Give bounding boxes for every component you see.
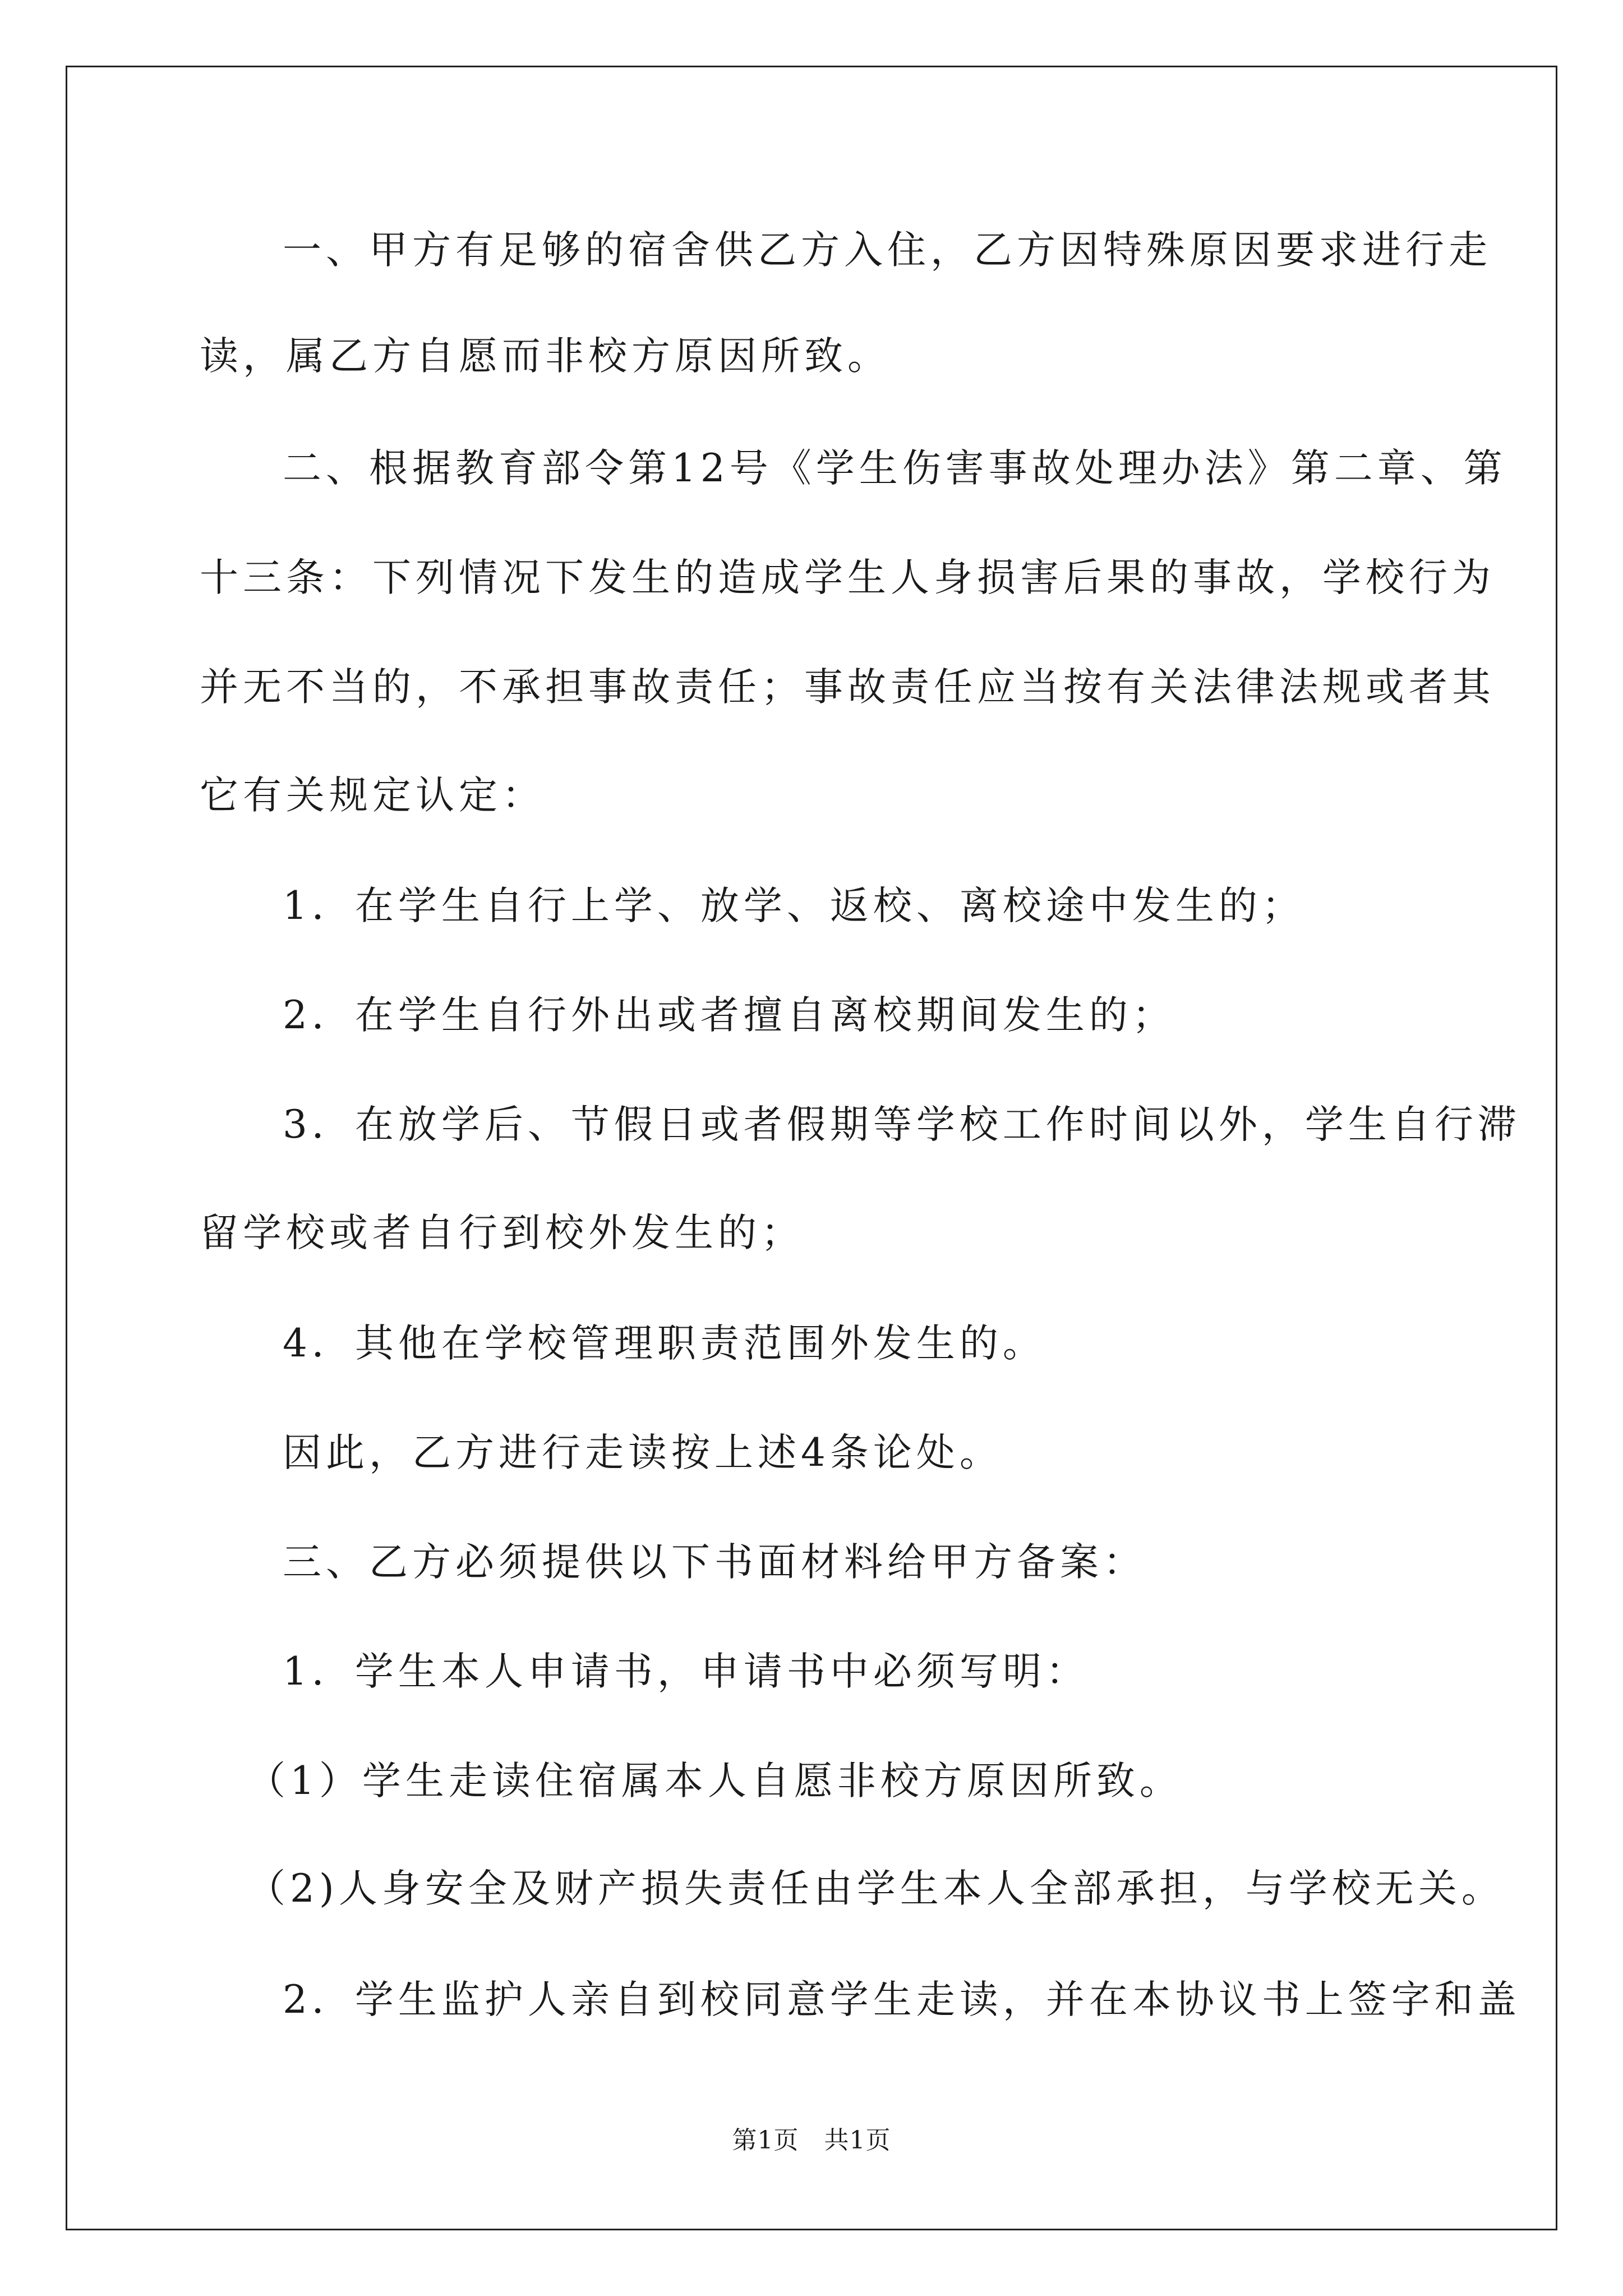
page-footer: 第1页 共1页 <box>732 2126 891 2155</box>
paragraph-line: 三、乙方必须提供以下书面材料给甲方备案： <box>283 1540 1146 1585</box>
list-item: 3．在放学后、节假日或者假期等学校工作时间以外，学生自行滞 <box>283 1102 1521 1147</box>
list-item: 4．其他在学校管理职责范围外发生的。 <box>283 1321 1046 1366</box>
paragraph-line: 留学校或者自行到校外发生的； <box>200 1211 804 1255</box>
paragraph-line: 二、根据教育部令第12号《学生伤害事故处理办法》第二章、第 <box>283 446 1507 491</box>
list-item: （2)人身安全及财产损失责任由学生本人全部承担，与学校无关。 <box>247 1866 1505 1911</box>
paragraph-line: 一、甲方有足够的宿舍供乙方入住，乙方因特殊原因要求进行走 <box>283 228 1492 273</box>
list-item: （1）学生走读住宿属本人自愿非校方原因所致。 <box>247 1759 1183 1803</box>
list-item: 2．在学生自行外出或者擅自离校期间发生的； <box>283 993 1175 1038</box>
list-item: 2．学生监护人亲自到校同意学生走读，并在本协议书上签字和盖 <box>283 1977 1521 2022</box>
paragraph-line: 它有关规定认定： <box>200 773 545 818</box>
paragraph-line: 因此，乙方进行走读按上述4条论处。 <box>283 1430 1003 1475</box>
list-item: 1．学生本人申请书，申请书中必须写明： <box>283 1649 1089 1694</box>
list-item: 1．在学生自行上学、放学、返校、离校途中发生的； <box>283 884 1305 928</box>
paragraph-line: 读，属乙方自愿而非校方原因所致。 <box>200 334 891 379</box>
paragraph-line: 并无不当的，不承担事故责任；事故责任应当按有关法律法规或者其 <box>200 665 1495 710</box>
paragraph-line: 十三条：下列情况下发生的造成学生人身损害后果的事故，学校行为 <box>200 555 1495 600</box>
